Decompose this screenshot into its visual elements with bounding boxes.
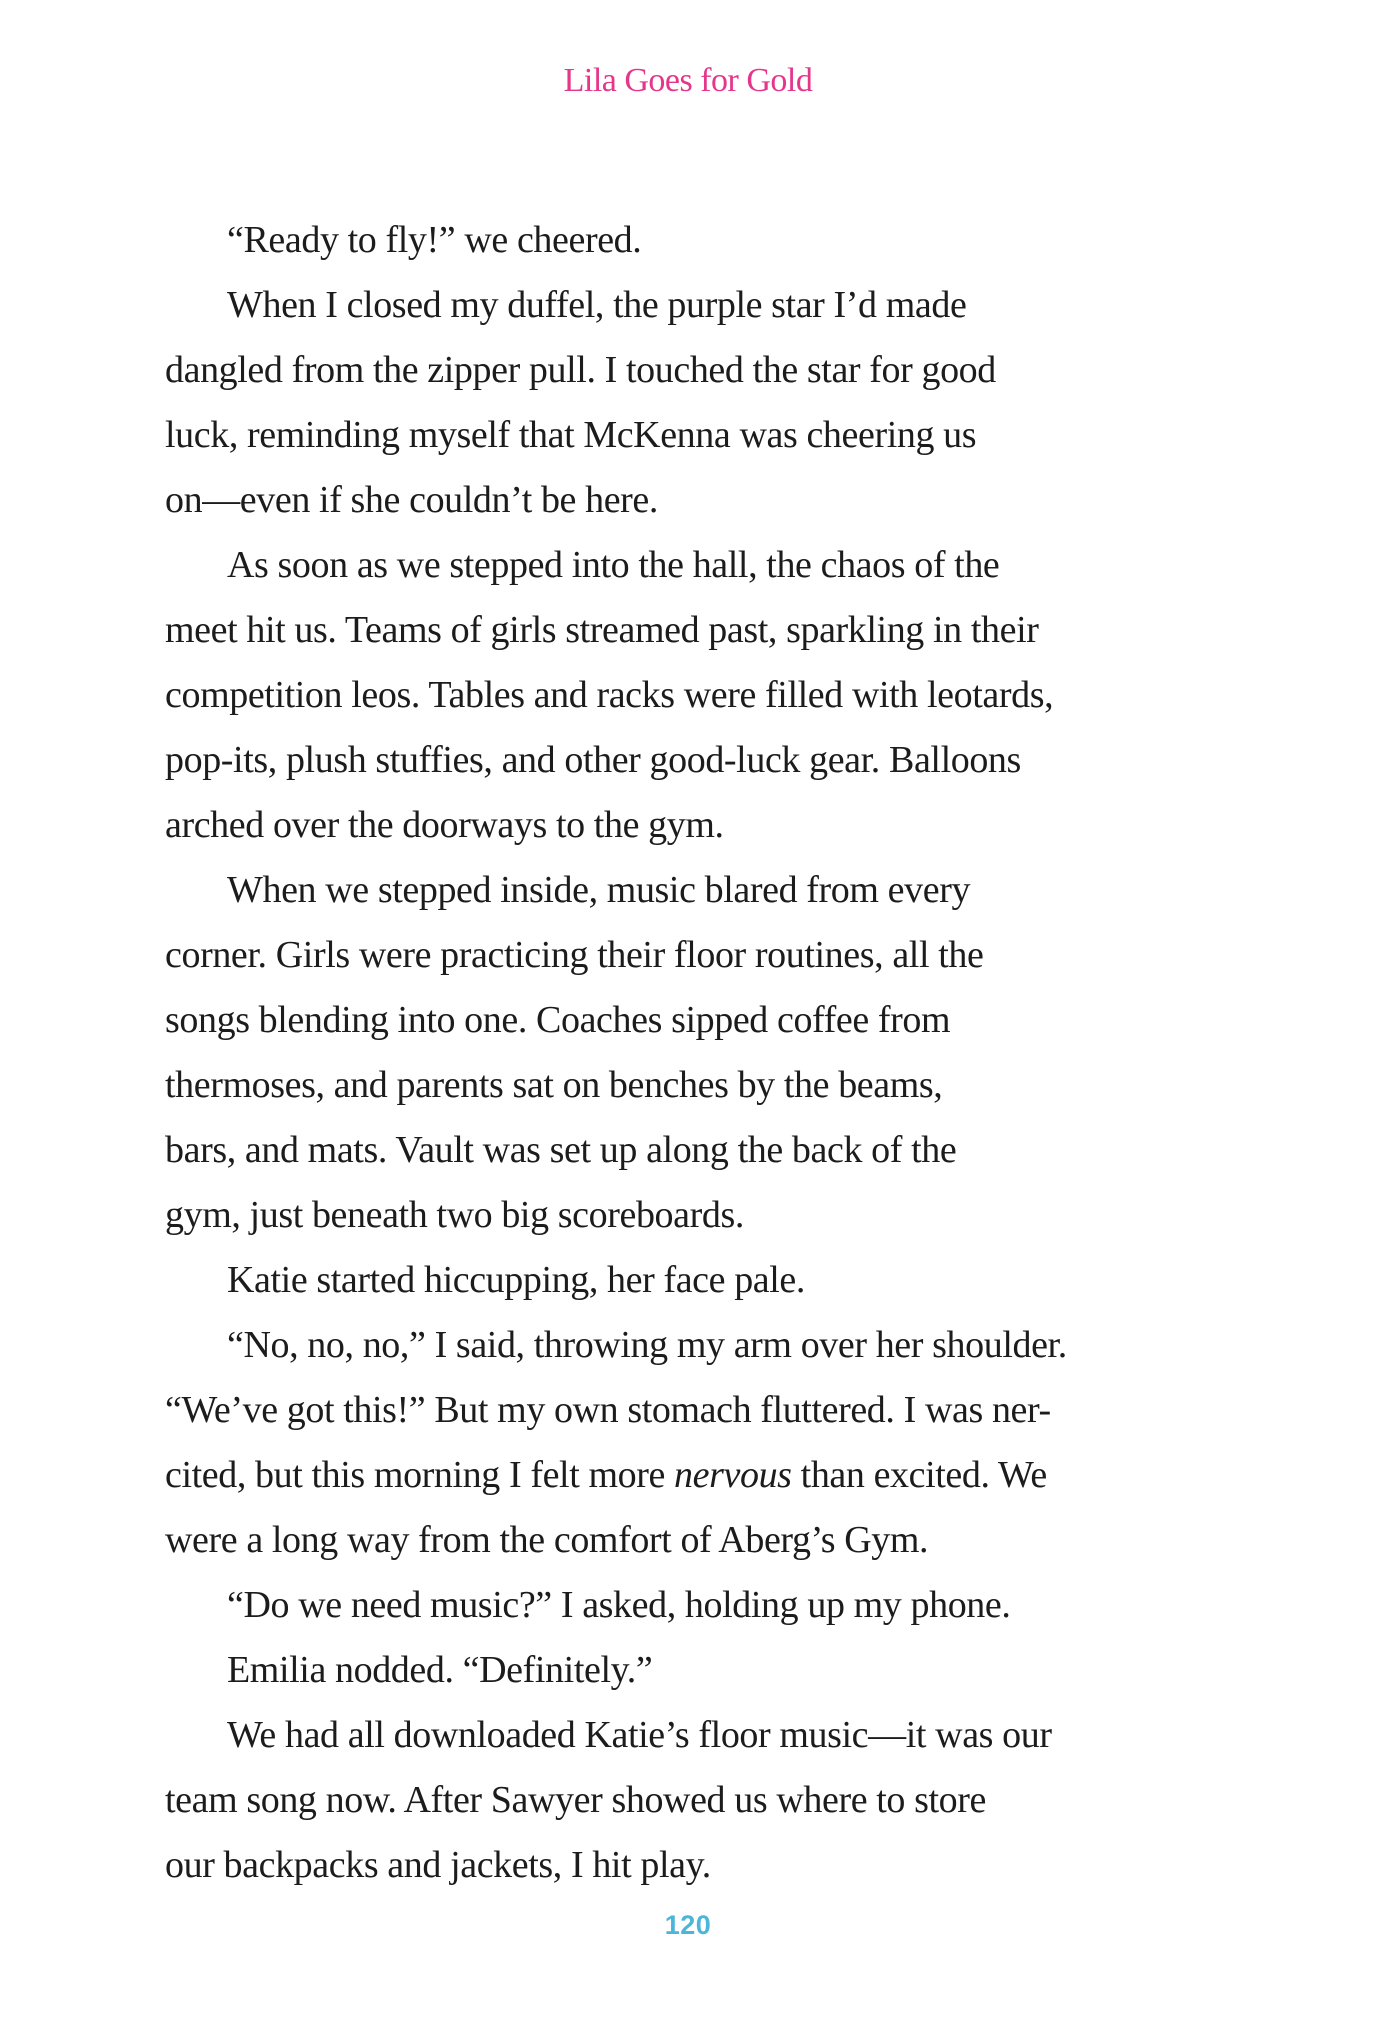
text-segment: Katie started hiccupping, her face pale. (227, 1259, 805, 1301)
text-segment: pop-its, plush stuffies, and other good-luck gear. Balloons (165, 739, 1021, 781)
text-segment: corner. Girls were practicing their floor routines, all the (165, 934, 984, 976)
text-line (165, 1053, 1275, 1118)
text-line (165, 858, 1275, 923)
text-segment: songs blending into one. Coaches sipped coffee from (165, 999, 951, 1041)
text-line (165, 468, 1275, 533)
text-line (165, 403, 1275, 468)
text-segment: “No, no, no,” I said, throwing my arm over her shoulder. (227, 1324, 1067, 1366)
text-line (165, 533, 1275, 598)
text-segment: thermoses, and parents sat on benches by the beams, (165, 1064, 943, 1106)
text-line (165, 923, 1275, 988)
text-line (165, 1378, 1275, 1443)
text-line (165, 208, 1275, 273)
text-segment: As soon as we stepped into the hall, the chaos of the (227, 544, 1000, 586)
text-line (165, 1508, 1275, 1573)
text-segment: on—even if she couldn’t be here. (165, 479, 659, 521)
text-segment: cited, but this morning I felt more (165, 1454, 675, 1496)
text-line (165, 988, 1275, 1053)
text-segment: bars, and mats. Vault was set up along the back of the (165, 1129, 957, 1171)
text-segment: When we stepped inside, music blared from every (227, 869, 971, 911)
text-line (165, 338, 1275, 403)
text-line (165, 1638, 1275, 1703)
text-line (165, 1768, 1275, 1833)
text-line (165, 663, 1275, 728)
text-segment: were a long way from the comfort of Aberg’s Gym. (165, 1519, 929, 1561)
page-number-value: 120 (664, 1910, 712, 1940)
text-line (165, 1118, 1275, 1183)
text-line (165, 1703, 1275, 1768)
text-segment: dangled from the zipper pull. I touched the star for good (165, 349, 996, 391)
body-text (165, 208, 1275, 1898)
text-segment: “Ready to fly!” we cheered. (227, 219, 642, 261)
text-line (165, 1443, 1275, 1508)
text-segment: competition leos. Tables and racks were filled with leotards, (165, 674, 1054, 716)
text-segment: “Do we need music?” I asked, holding up my phone. (227, 1584, 1011, 1626)
text-line (165, 1833, 1275, 1898)
text-segment: When I closed my duffel, the purple star I’d made (227, 284, 967, 326)
text-segment: luck, reminding myself that McKenna was cheering us (165, 414, 977, 456)
text-line (165, 1183, 1275, 1248)
text-segment: meet hit us. Teams of girls streamed past, sparkling in their (165, 609, 1039, 651)
text-line (165, 793, 1275, 858)
text-segment: than excited. We (791, 1454, 1047, 1496)
text-line (165, 1248, 1275, 1313)
text-segment: team song now. After Sawyer showed us where to store (165, 1779, 986, 1821)
text-segment: our backpacks and jackets, I hit play. (165, 1844, 711, 1886)
page-number (165, 1912, 1211, 1939)
text-line (165, 1313, 1275, 1378)
text-segment: arched over the doorways to the gym. (165, 804, 724, 846)
running-head-title: Lila Goes for Gold (563, 62, 813, 99)
text-segment: Emilia nodded. “Definitely.” (227, 1649, 653, 1691)
text-segment: gym, just beneath two big scoreboards. (165, 1194, 744, 1236)
text-line (165, 273, 1275, 338)
running-head (165, 62, 1211, 100)
text-line (165, 1573, 1275, 1638)
text-segment: We had all downloaded Katie’s floor music—it was our (227, 1714, 1052, 1756)
text-line (165, 728, 1275, 793)
text-segment: “We’ve got this!” But my own stomach fluttered. I was ner- (165, 1389, 1051, 1431)
italic-text: nervous (674, 1454, 792, 1496)
text-line (165, 598, 1275, 663)
